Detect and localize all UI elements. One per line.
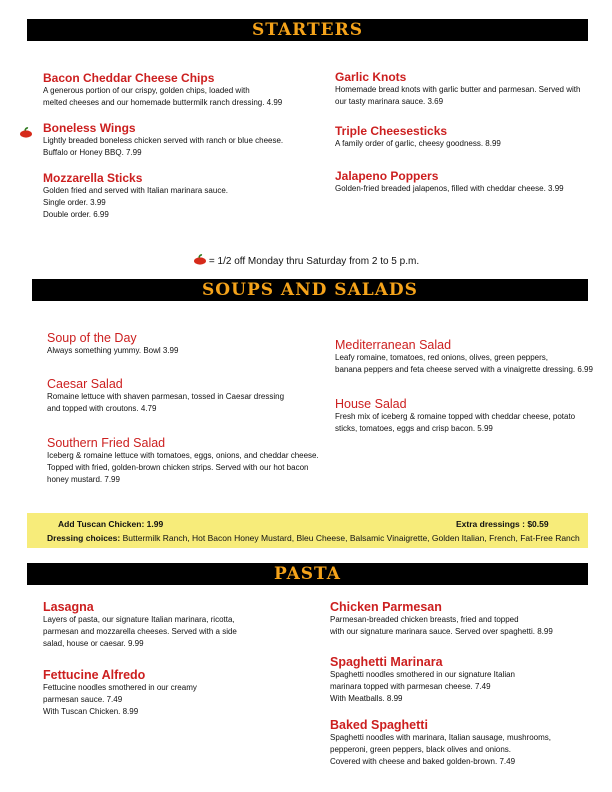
item-description: A generous portion of our crispy, golden chips, loaded with melted cheeses and our homemade buttermilk ranch dressing. 4.99	[43, 86, 283, 107]
menu-item-lasagna	[43, 600, 237, 650]
menu-item-bacon-cheddar-chips	[43, 71, 282, 109]
item-name: Mozzarella Sticks	[43, 171, 143, 185]
item-name: Mediterranean Salad	[335, 338, 452, 352]
menu-item-garlic-knots	[335, 70, 580, 108]
item-description: Fresh mix of iceberg & romaine topped with cheddar cheese, potato sticks, tomatoes, eggs and crisp bacon. 5.99	[335, 412, 576, 433]
item-name: Fettucine Alfredo	[43, 668, 146, 682]
item-description: Spaghetti noodles smothered in our signature Italian marinara topped with parmesan cheese. 7.49 With Meatballs. 8.99	[330, 670, 516, 703]
menu-item-baked-spaghetti	[330, 718, 551, 768]
item-name: Jalapeno Poppers	[335, 169, 439, 183]
item-name: Garlic Knots	[335, 70, 407, 84]
item-description: Lightly breaded boneless chicken served with ranch or blue cheese. Buffalo or Honey BBQ. 7.99	[43, 136, 284, 157]
item-name: Lasagna	[43, 600, 94, 614]
half-off-note	[0, 254, 612, 269]
menu-item-soup-of-the-day	[47, 331, 178, 357]
item-name: Bacon Cheddar Cheese Chips	[43, 71, 215, 85]
dressing-choices	[47, 532, 580, 544]
pasta-header-bar	[27, 563, 588, 585]
item-name: Triple Cheesesticks	[335, 124, 448, 138]
item-description: Fettucine noodles smothered in our creamy parmesan sauce. 7.49 With Tuscan Chicken. 8.99	[43, 683, 197, 716]
menu-item-chicken-parmesan	[330, 600, 553, 638]
soups-header-bar	[32, 279, 588, 301]
dressing-choices-list: Buttermilk Ranch, Hot Bacon Honey Mustard, Bleu Cheese, Balsamic Vinaigrette, Golden Italian, French, Fat-Free Ranch	[120, 533, 580, 543]
pasta-title: PASTA	[274, 564, 341, 584]
menu-item-triple-cheesesticks	[335, 124, 501, 150]
item-description: Homemade bread knots with garlic butter and parmesan. Served with our tasty marinara sauce. 3.69	[335, 85, 581, 106]
extras-banner	[27, 513, 588, 548]
soups-title: SOUPS AND SALADS	[202, 280, 418, 300]
item-description: Golden-fried breaded jalapenos, filled with cheddar cheese. 3.99	[335, 184, 564, 193]
dressing-choices-label: Dressing choices:	[47, 533, 121, 543]
menu-item-mozzarella-sticks	[43, 171, 228, 221]
pepper-icon	[193, 254, 207, 265]
item-description: Golden fried and served with Italian marinara sauce. Single order. 3.99 Double order. 6.99	[43, 186, 228, 219]
item-name: Southern Fried Salad	[47, 436, 166, 450]
menu-item-southern-fried-salad	[47, 436, 319, 486]
item-name: Baked Spaghetti	[330, 718, 428, 732]
item-description: A family order of garlic, cheesy goodness. 8.99	[335, 139, 501, 148]
menu-item-house-salad	[335, 397, 575, 435]
item-description: Layers of pasta, our signature Italian marinara, ricotta, parmesan and mozzarella cheeses. Served with a side salad, house or caesar. 9.99	[43, 615, 237, 648]
item-name: Spaghetti Marinara	[330, 655, 443, 669]
item-name: Caesar Salad	[47, 377, 123, 391]
starters-title: STARTERS	[251, 20, 364, 40]
item-description: Always something yummy. Bowl 3.99	[47, 346, 179, 355]
starters-header-bar	[27, 19, 588, 41]
menu-item-caesar-salad	[47, 377, 284, 415]
half-off-note-text: = 1/2 off Monday thru Saturday from 2 to 5 p.m.	[208, 256, 420, 267]
menu-item-fettucine-alfredo	[43, 668, 197, 718]
menu-item-mediterranean-salad	[335, 338, 593, 376]
item-description: Spaghetti noodles with marinara, Italian sausage, mushrooms, pepperoni, green peppers, black olives and onions. Covered with cheese and baked golden-brown. 7.49	[330, 733, 552, 766]
item-name: House Salad	[335, 397, 407, 411]
menu-item-boneless-wings	[43, 121, 283, 159]
tuscan-chicken-addon: Add Tuscan Chicken: 1.99	[58, 519, 164, 529]
menu-item-spaghetti-marinara	[330, 655, 515, 705]
item-description: Romaine lettuce with shaven parmesan, tossed in Caesar dressing and topped with croutons. 4.79	[47, 392, 285, 413]
item-description: Iceberg & romaine lettuce with tomatoes, eggs, onions, and cheddar cheese. Topped with fried, golden-brown chicken strips. Served with our hot bacon honey mustard. 7.99	[47, 451, 319, 484]
item-name: Soup of the Day	[47, 331, 137, 345]
extra-dressings-price: Extra dressings : $0.59	[456, 519, 549, 529]
pepper-icon	[19, 127, 33, 138]
item-name: Chicken Parmesan	[330, 600, 442, 614]
item-description: Leafy romaine, tomatoes, red onions, olives, green peppers, banana peppers and feta cheese served with a vinaigrette dressing. 6.99	[335, 353, 593, 374]
menu-item-jalapeno-poppers	[335, 169, 564, 195]
item-description: Parmesan-breaded chicken breasts, fried and topped with our signature marinara sauce. Served over spaghetti. 8.99	[330, 615, 553, 636]
item-name: Boneless Wings	[43, 121, 136, 135]
